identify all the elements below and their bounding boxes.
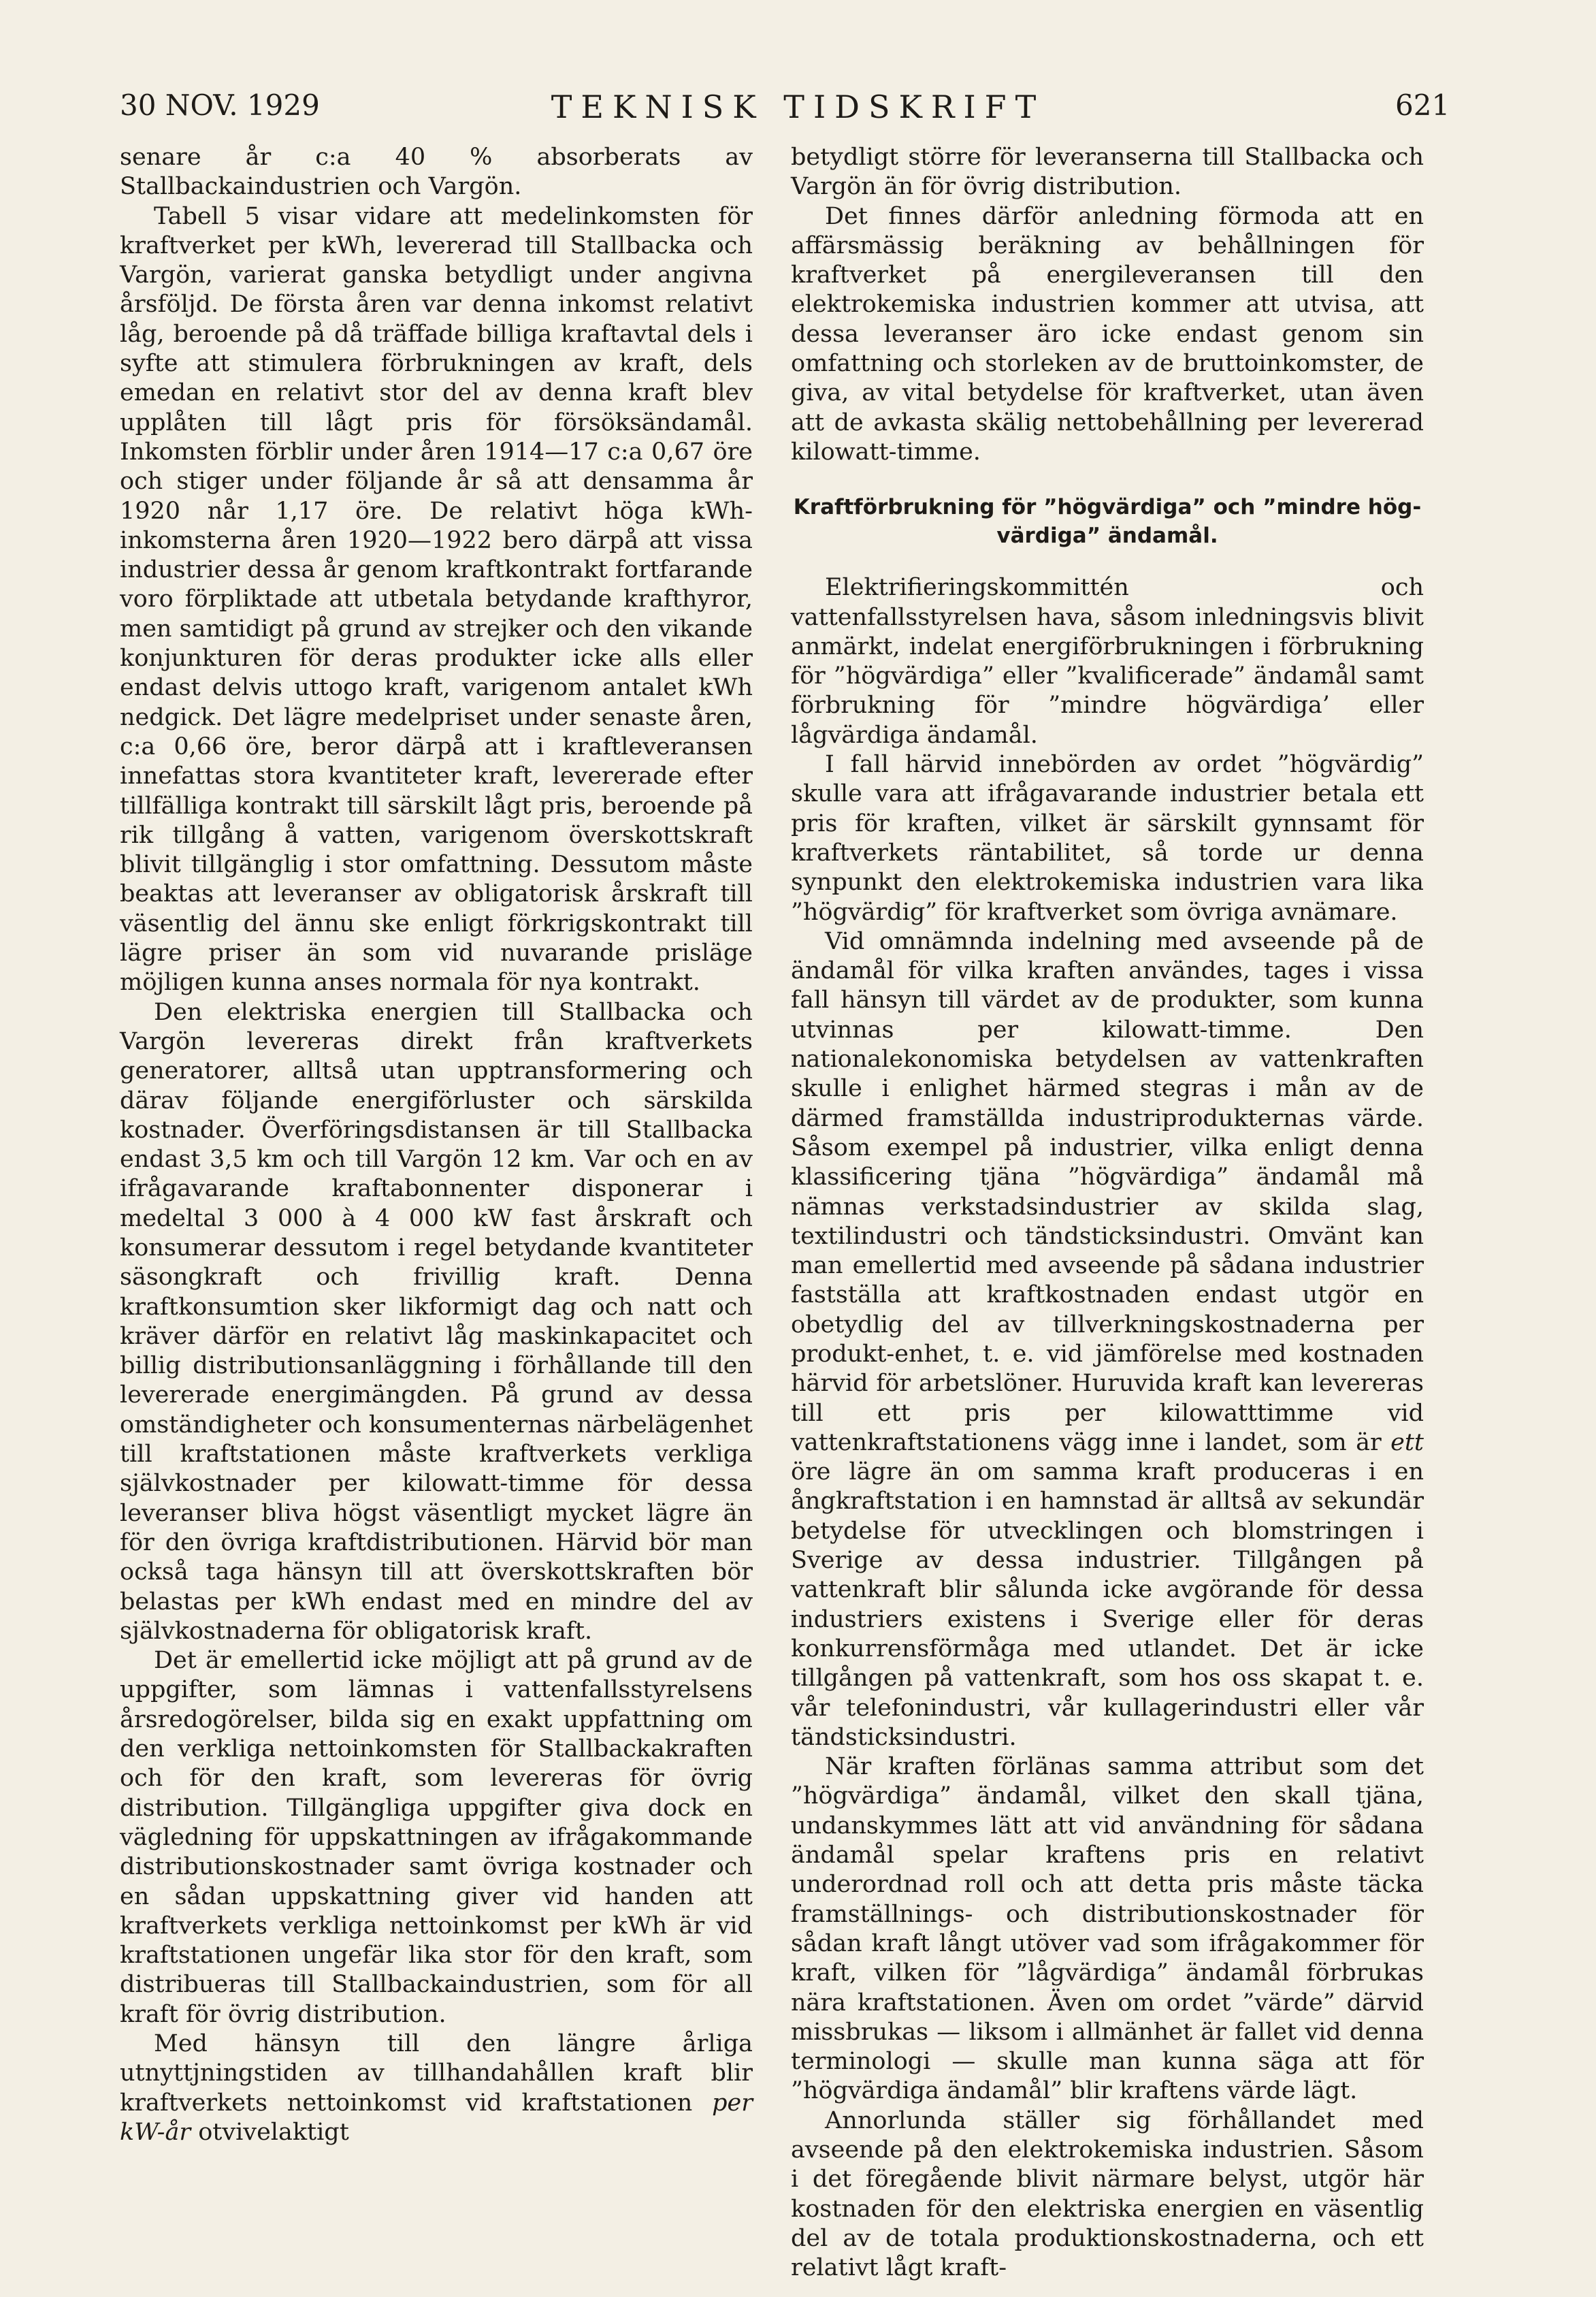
paragraph: Annorlunda ställer sig förhållandet med avseende på den elektrokemiska industrien. Såsom i det föregående blivit närmare belyst, utgör här kostnaden för den elektriska energien en väsentlig del av de totala produktionskostnaderna, och ett relativt lågt kraft- xyxy=(791,2106,1424,2282)
journal-title: TEKNISK TIDSKRIFT xyxy=(551,89,1045,125)
right-column xyxy=(791,143,1424,2283)
left-column xyxy=(120,143,753,2147)
heading-line: värdiga” ändamål. xyxy=(996,524,1218,549)
section-heading xyxy=(791,493,1424,550)
text-run: otvivelaktigt xyxy=(191,2118,349,2146)
page-number: 621 xyxy=(1395,89,1450,122)
paragraph: betydligt större för leveranserna till Stallbacka och Vargön än för övrig distribution. xyxy=(791,144,1424,201)
paragraph: Det är emellertid icke möjligt att på grund av de uppgifter, som lämnas i vattenfallsstyrelsens årsredogörelser, bilda sig en exakt uppfattning om den verkliga nettoinkomsten för Stallbackakraften och för den kraft, som levereras för övrig distribution. Tillgängliga uppgifter giva dock en vägledning för uppskattningen av ifrågakommande distributionskostnader samt övriga kostnader och en sådan uppskattning giver vid handen att kraftverkets verkliga nettoinkomst per kWh är vid kraftstationen ungefär lika stor för den kraft, som distribueras till Stallbackaindustrien, som för all kraft för övrig distribution. xyxy=(120,1647,753,2028)
heading-line: Kraftförbrukning för ”högvärdiga” och ”mindre hög- xyxy=(793,495,1422,520)
header-date: 30 NOV. 1929 xyxy=(120,89,320,122)
paragraph xyxy=(120,2029,753,2147)
paragraph: När kraften förlänas samma attribut som det ”högvärdiga” ändamål, vilket den skall tjäna, undanskymmes lätt att vid användning för sådana ändamål spelar kraftens pris en relativt underordnad roll och att detta pris måste täcka framställnings- och distributionskostnader för sådan kraft långt utöver vad som ifrågakommer för kraft, vilken för ”lågvärdiga” ändamål förbrukas nära kraftstationen. Även om ordet ”värde” därvid missbrukas — liksom i allmänhet är fallet vid denna terminologi — skulle man kunna säga att för ”högvärdiga ändamål” blir kraftens värde lägt. xyxy=(791,1753,1424,2105)
paragraph: I fall härvid innebörden av ordet ”högvärdig” skulle vara att ifrågavarande industrier betala ett pris för kraften, vilket är särskilt gynnsamt för kraftverkets räntabilitet, så torde ur denna synpunkt den elektrokemiska industrien vara lika ”högvärdig” för kraftverket som övriga avnämare. xyxy=(791,751,1424,926)
text-run: Vid omnämnda indelning med avseende på de ändamål för vilka kraften användes, tages i vissa fall hänsyn till värdet av de produkter, som kunna utvinnas per kilowatt-timme. Den nationalekonomiska betydelsen av vattenkraften skulle i enlighet härmed stegras i mån av de därmed framställda industriprodukternas värde. Såsom exempel på industrier, vilka enligt denna klassificering tjäna ”högvärdiga” ändamål må nämnas verkstadsindustrier av skilda slag, textilindustri och tändsticksindustri. Omvänt kan man emellertid med avseende på sådana industrier fastställa att kraftkostnaden endast utgör en obetydlig del av tillverkningskostnaderna per produkt-enhet, t. e. vid jämförelse med kostnaden härvid för arbetslöner. Huruvida kraft kan levereras till ett pris per kilowatttimme vid vattenkraftstationens vägg inne i landet, som är xyxy=(791,927,1424,1456)
paragraph: Det finnes därför anledning förmoda att en affärsmässig beräkning av behållningen för kraftverket på energileveransen till den elektrokemiska industrien kommer att utvisa, att dessa leveranser äro icke endast genom sin omfattning och storleken av de bruttoinkomster, de giva, av vital betydelse för kraftverket, utan även att de avkasta skälig nettobehållning per levererad kilowatt-timme. xyxy=(791,202,1424,466)
italic-term: per kW-år xyxy=(120,2089,753,2146)
paragraph: Tabell 5 visar vidare att medelinkomsten för kraftverket per kWh, levererad till Stallbacka och Vargön, varierat ganska betydligt under angivna årsföljd. De första åren var denna inkomst relativt låg, beroende på då träffade billiga kraftavtal dels i syfte att stimulera förbrukningen av kraft, dels emedan en relativt stor del av denna kraft blev upplåten till lågt pris för försöksändamål. Inkomsten förblir under åren 1914—17 c:a 0,67 öre och stiger under följande år så att densamma år 1920 når 1,17 öre. De relativt höga kWh-inkomsterna åren 1920—1922 bero därpå att vissa industrier dessa år genom kraftkontrakt fortfarande voro förpliktade att utbetala betydande krafthyror, men samtidigt på grund av strejker och den vikande konjunkturen för deras produkter icke alls eller endast delvis uttogo kraft, varigenom antalet kWh nedgick. Det lägre medelpriset under senaste åren, c:a 0,66 öre, beror därpå att i kraftleveransen innefattas stora kvantiteter kraft, levererade efter tillfälliga kontrakt till särskilt lågt pris, beroende på rik tillgång å vatten, varigenom överskottskraft blivit tillgänglig i stor omfattning. Dessutom måste beaktas att leveranser av obligatorisk årskraft till väsentlig del ännu ske enligt förkrigskontrakt till lägre priser än som vid nuvarande prisläge möjligen kunna anses normala för nya kontrakt. xyxy=(120,202,753,997)
text-run: öre lägre än om samma kraft produceras i en ångkraftstation i en hamnstad är alltså av sekundär betydelse för utvecklingen och blomstringen i Sverige av dessa industrier. Tillgången på vattenkraft blir sålunda icke avgörande för dessa industriers existens i Sverige eller för deras konkurrensförmåga med utlandet. Det är icke tillgången på vattenkraft, som hos oss skapat t. e. vår telefonindustri, vår kullagerindustri eller vår tändsticksindustri. xyxy=(791,1458,1424,1751)
paragraph: Elektrifieringskommittén och vattenfallsstyrelsen hava, såsom inledningsvis blivit anmärkt, indelat energiförbrukningen i förbrukning för ”högvärdiga” eller ”kvalificerade” ändamål samt förbrukning för ”mindre högvärdiga’ eller lågvärdiga ändamål. xyxy=(791,574,1424,749)
text-run: Med hänsyn till den längre årliga utnyttjningstiden av tillhandahållen kraft blir kraftverkets nettoinkomst vid kraftstationen xyxy=(120,2030,753,2117)
paragraph: Den elektriska energien till Stallbacka och Vargön levereras direkt från kraftverkets generatorer, alltså utan upptransformering och därav följande energiförluster och särskilda kostnader. Överföringsdistansen är till Stallbacka endast 3,5 km och till Vargön 12 km. Var och en av ifrågavarande kraftabonnenter disponerar i medeltal 3 000 à 4 000 kW fast årskraft och konsumerar dessutom i regel betydande kvantiteter säsongkraft och frivillig kraft. Denna kraftkonsumtion sker likformigt dag och natt och kräver därför en relativt låg maskinkapacitet och billig distributionsanläggning i förhållande till den levererade energimängden. På grund av dessa omständigheter och konsumenternas närbelägenhet till kraftstationen måste kraftverkets verkliga självkostnader per kilowatt-timme för dessa leveranser bliva högst väsentligt mycket lägre än för den övriga kraftdistributionen. Härvid bör man också taga hänsyn till att överskottskraften bör belastas per kWh endast med en mindre del av självkostnaderna för obligatorisk kraft. xyxy=(120,998,753,1645)
page-header xyxy=(0,0,1596,136)
italic-term: ett xyxy=(1390,1428,1424,1456)
paragraph xyxy=(791,927,1424,1752)
paragraph: senare år c:a 40 % absorberats av Stallbackaindustrien och Vargön. xyxy=(120,144,753,201)
